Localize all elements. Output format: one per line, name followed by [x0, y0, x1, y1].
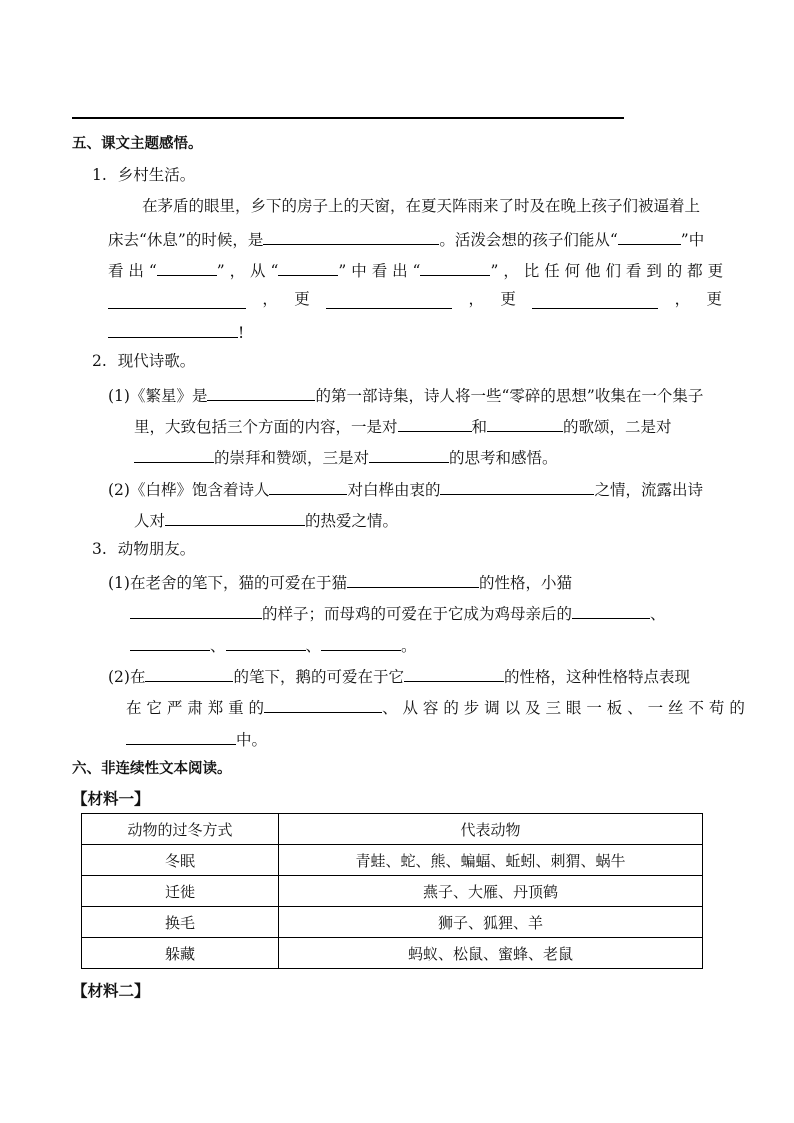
table-cell: 蚂蚁、松鼠、蜜蜂、老鼠 — [279, 938, 703, 969]
item1-line1: 在茅盾的眼里，乡下的房子上的天窗，在夏天阵雨来了时及在晚上孩子们被逼着上 — [142, 197, 701, 215]
item3-sub2-line2 — [126, 695, 745, 718]
item1-line2-text-b: 。活泼会想的孩子们能从“ — [439, 231, 618, 249]
item3-sub1-line1 — [108, 570, 572, 593]
answer-blank[interactable] — [108, 291, 246, 309]
answer-blank[interactable] — [326, 291, 452, 309]
text: 。 — [401, 637, 417, 655]
table-cell: 青蛙、蛇、熊、蝙蝠、蚯蚓、刺猬、蜗牛 — [279, 845, 703, 876]
answer-blank[interactable] — [145, 664, 233, 682]
text: (1)《繁星》是 — [108, 387, 208, 405]
answer-blank[interactable] — [404, 664, 504, 682]
text: 的性格，这种性格特点表现 — [503, 668, 690, 686]
table-header-cell: 代表动物 — [279, 814, 703, 845]
table-row — [82, 907, 703, 938]
item2-sub2-line1 — [108, 477, 703, 500]
item2-heading — [92, 351, 195, 371]
table-row — [82, 876, 703, 907]
answer-blank[interactable] — [263, 227, 439, 245]
text: (2)在 — [108, 668, 146, 686]
table-row — [82, 938, 703, 969]
text: 和 — [471, 418, 488, 436]
table-cell: 燕子、大雁、丹顶鹤 — [279, 876, 703, 907]
text: (2)《白桦》饱含着诗人 — [108, 481, 270, 499]
answer-blank[interactable] — [165, 508, 305, 526]
table-cell: 迁徙 — [82, 876, 279, 907]
hibernation-table — [81, 813, 703, 969]
answer-blank[interactable] — [369, 445, 449, 463]
answer-blank[interactable] — [226, 633, 306, 651]
header-rule — [72, 117, 624, 119]
table-header-cell: 动物的过冬方式 — [82, 814, 279, 845]
item1-line5 — [108, 320, 244, 343]
text: 之情，流露出诗 — [594, 481, 703, 499]
exclamation: ! — [238, 324, 245, 342]
table-cell: 换毛 — [82, 907, 279, 938]
comma: ， — [468, 290, 484, 308]
item3-heading — [92, 539, 195, 559]
answer-blank[interactable] — [440, 477, 594, 495]
text: 的样子；而母鸡的可爱在于它成为鸡母亲后的 — [262, 605, 573, 623]
item1-number: 1. — [92, 166, 107, 184]
word-more: 更 — [294, 290, 310, 308]
item1-line2-text-c: ”中 — [680, 231, 705, 249]
table-row — [82, 845, 703, 876]
item3-sub1-line2 — [130, 601, 666, 624]
item2-title: 现代诗歌。 — [117, 352, 196, 370]
answer-blank[interactable] — [157, 258, 217, 276]
answer-blank[interactable] — [487, 414, 563, 432]
text: 、 — [305, 637, 322, 655]
item1-line4 — [108, 289, 722, 309]
item2-sub2-line2 — [134, 508, 398, 531]
answer-blank[interactable] — [532, 291, 658, 309]
item3-title: 动物朋友。 — [117, 540, 196, 558]
answer-blank[interactable] — [269, 477, 347, 495]
section5-title: 五、课文主题感悟。 — [72, 136, 203, 152]
word-more: 更 — [706, 290, 722, 308]
item2-sub1-line2 — [134, 414, 672, 437]
answer-blank[interactable] — [130, 633, 210, 651]
section6-title: 六、非连续性文本阅读。 — [72, 761, 232, 777]
comma: ， — [262, 290, 278, 308]
answer-blank[interactable] — [572, 601, 650, 619]
answer-blank[interactable] — [398, 414, 472, 432]
text: 的崇拜和赞颂，三是对 — [214, 449, 370, 467]
item2-sub1-line1 — [108, 383, 703, 406]
text: 的笔下，鹅的可爱在于它 — [233, 668, 404, 686]
item1-line3-text-d: ” ， 比 任 何 他 们 看 到 的 都 更 — [490, 262, 724, 280]
text: 在 它 严 肃 郑 重 的 — [126, 699, 265, 717]
text: 的热爱之情。 — [305, 512, 399, 530]
text: 的第一部诗集，诗人将一些“零碎的思想”收集在一个集子 — [315, 387, 704, 405]
table-header-row — [82, 814, 703, 845]
text: 的歌颂，二是对 — [563, 418, 672, 436]
item1-line2 — [108, 227, 704, 250]
answer-blank[interactable] — [207, 383, 315, 401]
answer-blank[interactable] — [278, 258, 338, 276]
item3-sub2-line3 — [126, 727, 267, 750]
item1-line3-text-b: ” ， 从 “ — [216, 262, 279, 280]
item3-number: 3. — [92, 540, 107, 558]
text: 对白桦由衷的 — [347, 481, 441, 499]
item1-heading — [92, 165, 195, 185]
text: 、 — [650, 605, 666, 623]
answer-blank[interactable] — [108, 320, 238, 338]
item1-line3 — [108, 258, 723, 281]
item1-line3-text-a: 看 出 “ — [108, 262, 157, 280]
material2-label: 【材料二】 — [72, 981, 150, 1000]
text: 的性格，小猫 — [478, 574, 572, 592]
text: (1)在老舍的笔下，猫的可爱在于猫 — [108, 574, 347, 592]
item2-number: 2. — [92, 352, 107, 370]
text: 、 从 容 的 步 调 以 及 三 眼 一 板 、 一 丝 不 苟 的 — [382, 699, 745, 717]
text: 里，大致包括三个方面的内容，一是对 — [134, 418, 398, 436]
text: 人对 — [134, 512, 166, 530]
table-cell: 冬眠 — [82, 845, 279, 876]
item2-sub1-line3 — [134, 445, 558, 468]
answer-blank[interactable] — [126, 727, 236, 745]
answer-blank[interactable] — [618, 227, 681, 245]
answer-blank[interactable] — [130, 601, 262, 619]
answer-blank[interactable] — [420, 258, 490, 276]
table-cell: 狮子、狐狸、羊 — [279, 907, 703, 938]
item1-line2-text-a: 床去“休息”的时候，是 — [108, 231, 264, 249]
comma: ， — [674, 290, 691, 308]
item3-sub1-line3 — [130, 633, 417, 656]
answer-blank[interactable] — [347, 570, 479, 588]
answer-blank[interactable] — [134, 445, 214, 463]
item3-sub2-line1 — [108, 664, 690, 687]
material1-label: 【材料一】 — [72, 789, 150, 808]
answer-blank[interactable] — [264, 695, 382, 713]
answer-blank[interactable] — [321, 633, 401, 651]
word-more: 更 — [500, 290, 516, 308]
table-cell: 躲藏 — [82, 938, 279, 969]
item1-line3-text-c: ” 中 看 出 “ — [338, 262, 421, 280]
text: 、 — [210, 637, 226, 655]
text: 的思考和感悟。 — [449, 449, 558, 467]
item1-title: 乡村生活。 — [117, 166, 196, 184]
text: 中。 — [236, 731, 268, 749]
